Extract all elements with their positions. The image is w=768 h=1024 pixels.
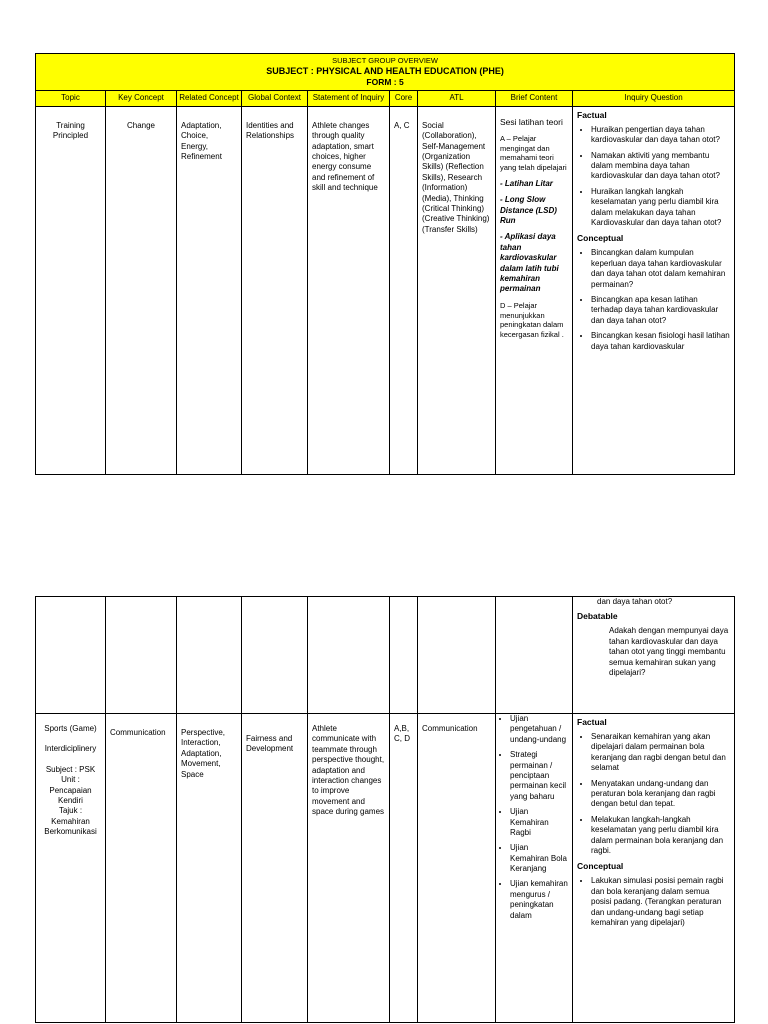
related-concept-cell: Perspective, Interaction, Adaptation, Movement, Space	[177, 714, 242, 1023]
key-concept-cell: Change	[106, 106, 177, 474]
global-context-cell: Fairness and Development	[242, 714, 308, 1023]
global-context-cell: Identities and Relationships	[242, 106, 308, 474]
subject-title: SUBJECT : PHYSICAL AND HEALTH EDUCATION (PHE)	[266, 65, 504, 76]
factual-heading: Factual	[577, 109, 607, 120]
key-concept-cell: Communication	[106, 714, 177, 1023]
col-header: Global Context	[242, 91, 308, 106]
related-concept-cell: Adaptation, Choice, Energy, Refinement	[177, 106, 242, 474]
atl-cell: Social (Collaboration), Self-Management (Organization Skills) (Reflection Skills), Research (Information) (Media), Thinking (Critical Thinking) (Creative Thinking) (Transfer Skills)	[418, 106, 496, 474]
atl-cell: Communication	[418, 714, 496, 1023]
table-row	[36, 597, 735, 714]
statement-cell: Athlete communicate with teammate through perspective thought, adaptation and interaction changes to improve movement and space during games	[308, 714, 390, 1023]
factual-list	[577, 732, 730, 856]
topic-line: Unit : Pencapaian Kendiri	[49, 775, 92, 805]
brief-item: - Aplikasi daya tahan kardiovaskular dalam latih tubi kemahiran permainan	[500, 232, 559, 294]
col-header: Brief Content	[496, 91, 573, 106]
brief-item: - Latihan Litar	[500, 178, 553, 188]
topic-line: Sports (Game)	[44, 724, 97, 733]
list-item: • Ujian kemahiran mengurus / peningkatan dalam	[510, 879, 568, 921]
col-header: Statement of Inquiry	[308, 91, 390, 106]
debatable-question: Adakah dengan mempunyai daya tahan kardiovaskular dan daya tahan otot yang tinggi membantu semua kemahiran sukan yang dipelajari?	[609, 626, 729, 677]
factual-heading: Factual	[577, 717, 607, 727]
header-banner	[36, 54, 735, 91]
conceptual-heading: Conceptual	[577, 861, 624, 872]
list-item: • Ujian pengetahuan / undang-undang	[510, 714, 568, 745]
brief-content-cell	[496, 106, 573, 474]
list-item: • Huraikan langkah langkah keselamatan yang perlu diambil kira dalam melakukan daya tahan Kardiovaskular dan daya tahan otot?	[591, 187, 730, 229]
topic-line: Tajuk : Kemahiran Berkomunikasi	[44, 806, 97, 837]
overview-title: SUBJECT GROUP OVERVIEW	[332, 56, 438, 65]
topic-cell	[36, 714, 106, 1023]
list-item: • Bincangkan apa kesan latihan terhadap daya tahan kardiovaskular dan daya tahan otot?	[591, 295, 730, 326]
col-header: Topic	[36, 91, 106, 106]
topic-line: Subject : PSK	[45, 764, 96, 774]
col-header: Inquiry Question	[573, 91, 735, 106]
table-row	[36, 106, 735, 474]
conceptual-list	[577, 248, 730, 352]
inquiry-question-cell	[573, 597, 735, 714]
table-row	[36, 714, 735, 1023]
conceptual-list	[577, 876, 730, 928]
continued-text: dan daya tahan otot?	[597, 597, 673, 606]
col-header: ATL	[418, 91, 496, 106]
topic-cell: Training Principled	[36, 106, 106, 474]
overview-table-top	[35, 53, 735, 475]
brief-title: Sesi latihan teori	[500, 116, 563, 127]
form-title: FORM : 5	[366, 77, 404, 88]
list-item: • Senaraikan kemahiran yang akan dipelajari dalam permainan bola keranjang dan ragbi dengan betul dan selamat	[591, 732, 730, 774]
brief-list	[500, 714, 568, 921]
list-item: • Huraikan pengertian daya tahan kardiovaskular dan daya tahan otot?	[591, 125, 730, 146]
list-item: • Bincangkan dalam kumpulan keperluan daya tahan kardiovaskular dan daya tahan otot dalam kemahiran permainan?	[591, 248, 730, 290]
brief-a: A – Pelajar mengingat dan memahami teori yang telah dipelajari	[500, 133, 567, 173]
factual-list	[577, 125, 730, 229]
col-header: Core	[390, 91, 418, 106]
brief-item: - Long Slow Distance (LSD) Run	[500, 195, 557, 226]
list-item: • Namakan aktiviti yang membantu dalam membina daya tahan kardiovaskular dan daya tahan otot?	[591, 151, 730, 182]
inquiry-question-cell	[573, 714, 735, 1023]
brief-d: D – Pelajar menunjukkan peningkatan dalam kecergasan fizikal .	[500, 300, 564, 340]
core-cell: A, C	[390, 106, 418, 474]
list-item: • Ujian Kemahiran Ragbi	[510, 807, 568, 838]
statement-cell: Athlete changes through quality adaptation, smart choices, higher energy consume and refinement of skill and technique	[308, 106, 390, 474]
list-item: • Lakukan simulasi posisi pemain ragbi dan bola keranjang dalam semua posisi padang. (Terangkan peraturan dan undang-undang bagi setiap kemahiran yang dipelajari)	[591, 876, 730, 928]
list-item: • Melakukan langkah-langkah keselamatan yang perlu diambil kira dalam permainan bola keranjang dan ragbi.	[591, 815, 730, 857]
col-header: Key Concept	[106, 91, 177, 106]
list-item: • Bincangkan kesan fisiologi hasil latihan daya tahan kardiovaskular	[591, 331, 730, 352]
list-item: • Ujian Kemahiran Bola Keranjang	[510, 843, 568, 874]
core-cell: A,B, C, D	[390, 714, 418, 1023]
list-item: • Strategi permainan / penciptaan permainan kecil yang baharu	[510, 750, 568, 802]
inquiry-question-cell	[573, 106, 735, 474]
col-header: Related Concept	[177, 91, 242, 106]
debatable-heading: Debatable	[577, 611, 618, 622]
topic-line: Interdiciplinery	[44, 744, 97, 754]
conceptual-heading: Conceptual	[577, 233, 624, 244]
overview-table-continued	[35, 596, 735, 1023]
list-item: • Menyatakan undang-undang dan peraturan bola keranjang dan ragbi dengan betul dan tepat.	[591, 779, 730, 810]
column-header-row	[36, 91, 735, 106]
brief-content-cell	[496, 714, 573, 1023]
